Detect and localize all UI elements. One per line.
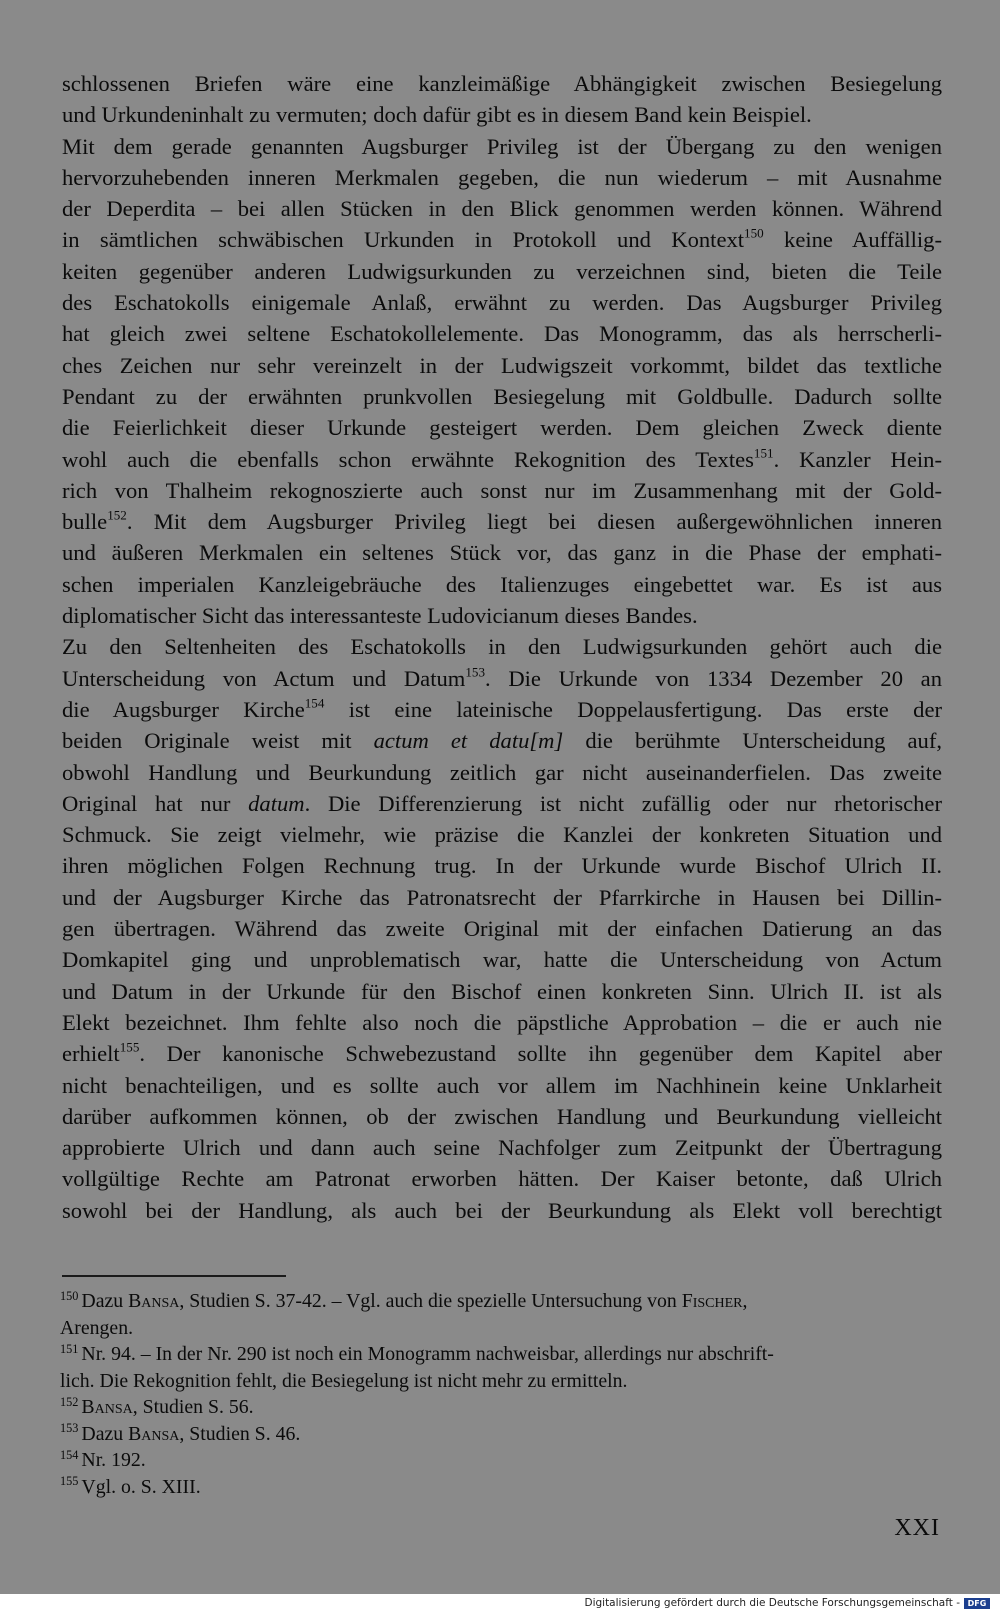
text-line: die Feierlichkeit dieser Urkunde gesteigert werden. Dem gleichen Zweck diente xyxy=(62,415,942,441)
footnote-ref: 151 xyxy=(753,445,774,461)
text-fragment: . Mit dem Augsburger Privileg liegt bei diesen außergewöhnlichen inneren xyxy=(126,509,942,535)
italic-phrase: datum xyxy=(248,790,305,816)
text-line: Pendant zu der erwähnten prunkvollen Besiegelung mit Goldbulle. Dadurch sollte xyxy=(62,383,942,409)
text-fragment: Unterscheidung von Actum und Datum xyxy=(62,665,466,691)
footnote xyxy=(60,1421,940,1448)
dfg-logo: DFG xyxy=(964,1598,990,1609)
text-line: Mit dem gerade genannten Augsburger Privileg ist der Übergang zu den wenigen xyxy=(62,133,942,159)
footnote-number: 152 xyxy=(60,1394,79,1409)
text-fragment: . Die Urkunde von 1334 Dezember 20 an xyxy=(485,665,943,691)
text-line: schlossenen Briefen wäre eine kanzleimäßige Abhängigkeit zwischen Besiegelung xyxy=(62,71,942,96)
text-line: hervorzuhebenden inneren Merkmalen gegeben, die nun wiederum – mit Ausnahme xyxy=(62,164,942,190)
footnote-text: Vgl. o. S. XIII. xyxy=(81,1475,201,1498)
text-line: approbierte Ulrich und dann auch seine Nachfolger zum Zeitpunkt der Übertragung xyxy=(62,1135,942,1161)
footnote-ref: 154 xyxy=(304,695,325,711)
footnote-number: 155 xyxy=(60,1474,79,1489)
text-fragment: wohl auch die ebenfalls schon erwähnte Rekognition des Textes xyxy=(62,446,754,472)
footnote-text: Nr. 192. xyxy=(81,1449,146,1471)
footnote-text: , xyxy=(742,1290,748,1312)
footnote-ref: 150 xyxy=(744,226,764,242)
text-line: obwohl Handlung und Beurkundung zeitlich gar nicht auseinanderfielen. Das zweite xyxy=(62,759,942,785)
text-line xyxy=(62,663,942,694)
text-line xyxy=(62,444,942,475)
text-fragment: die berühmte Unterscheidung auf, xyxy=(563,728,942,754)
text-line: ihren möglichen Folgen Rechnung trug. In der Urkunde wurde Bischof Ulrich II. xyxy=(62,853,942,879)
footnote-text: Dazu xyxy=(81,1422,129,1445)
text-fragment: ist eine lateinische Doppelausfertigung. Das erste der xyxy=(324,696,943,722)
text-fragment: bulle xyxy=(62,509,108,535)
text-fragment: Original hat nur xyxy=(62,790,249,816)
text-line: und der Augsburger Kirche das Patronatsrecht der Pfarrkirche in Hausen bei Dillin- xyxy=(62,884,942,910)
italic-phrase: actum et datu[m] xyxy=(373,728,564,754)
text-line xyxy=(62,694,942,725)
text-line: nicht benachteiligen, und es sollte auch vor allem im Nachhinein keine Unklarheit xyxy=(62,1072,942,1098)
footnote-ref: 152 xyxy=(107,507,127,523)
footnotes xyxy=(60,1288,940,1500)
text-line: und Datum in der Urkunde für den Bischof einen konkreten Sinn. Ulrich II. ist als xyxy=(62,978,942,1004)
text-line: darüber aufkommen können, ob der zwischen Handlung und Beurkundung vielleicht xyxy=(62,1103,942,1129)
footnote-number: 154 xyxy=(60,1447,79,1462)
footnote-text: Nr. 94. – In der Nr. 290 ist noch ein Monogramm nachweisbar, allerdings nur abschrift- xyxy=(81,1343,774,1365)
text-line: ches Zeichen nur sehr vereinzelt in der Ludwigszeit vorkommt, bildet das textliche xyxy=(62,352,942,378)
text-line xyxy=(62,725,942,756)
footnote-text: Arengen. xyxy=(60,1316,134,1339)
text-line: Domkapitel ging und unproblematisch war, hatte die Unterscheidung von Actum xyxy=(62,947,942,973)
text-line: Elekt bezeichnet. Ihm fehlte also noch die päpstliche Approbation – die er auch nie xyxy=(62,1009,942,1035)
footnote-text: Dazu xyxy=(81,1290,129,1312)
author-name: Bansa xyxy=(81,1396,133,1418)
text-line: gen übertragen. Während das zweite Original mit der einfachen Datierung an das xyxy=(62,916,942,942)
author-name: Bansa xyxy=(128,1422,180,1445)
footnote xyxy=(60,1394,940,1421)
text-line: vollgültige Rechte am Patronat erworben hätten. Der Kaiser betonte, daß Ulrich xyxy=(62,1166,942,1192)
text-line xyxy=(62,224,942,255)
text-line: diplomatischer Sicht das interessanteste Ludovicianum dieses Bandes. xyxy=(62,603,698,629)
text-line: Zu den Seltenheiten des Eschatokolls in den Ludwigsurkunden gehört auch die xyxy=(62,634,942,660)
text-line: rich von Thalheim rekognoszierte auch sonst nur im Zusammenhang mit der Gold- xyxy=(62,477,942,503)
footnote-text: , Studien S. 56. xyxy=(132,1396,254,1418)
footnote-text: lich. Die Rekognition fehlt, die Besiegelung ist nicht mehr zu ermitteln. xyxy=(60,1369,628,1392)
footnote-text: , Studien S. 37-42. – Vgl. auch die spezielle Untersuchung von xyxy=(179,1290,682,1312)
text-fragment: erhielt xyxy=(62,1041,120,1067)
text-line: Schmuck. Sie zeigt vielmehr, wie präzise die Kanzlei der konkreten Situation und xyxy=(62,822,942,848)
text-fragment: in sämtlichen schwäbischen Urkunden in Protokoll und Kontext xyxy=(62,227,745,253)
footnote xyxy=(60,1288,940,1341)
footnote-ref: 153 xyxy=(465,664,485,680)
text-line: der Deperdita – bei allen Stücken in den Blick genommen werden können. Während xyxy=(62,196,942,222)
footnote-number: 153 xyxy=(60,1421,79,1436)
text-fragment: . Die Differenzierung ist nicht zufällig oder nur rhetorischer xyxy=(304,790,942,816)
footnote xyxy=(60,1341,940,1394)
text-line xyxy=(62,788,942,819)
footnote-text: , Studien S. 46. xyxy=(179,1422,301,1445)
text-line: und äußeren Merkmalen ein seltenes Stück vor, das ganz in die Phase der emphati- xyxy=(62,540,942,566)
page-number: XXI xyxy=(894,1515,940,1541)
text-line xyxy=(62,1038,942,1069)
text-line: und Urkundeninhalt zu vermuten; doch dafür gibt es in diesem Band kein Beispiel. xyxy=(62,102,812,128)
text-fragment: . Der kanonische Schwebezustand sollte ihn gegenüber dem Kapitel aber xyxy=(139,1041,942,1067)
footnote-divider xyxy=(62,1275,286,1277)
body-text xyxy=(62,68,942,1226)
text-line: hat gleich zwei seltene Eschatokollelemente. Das Monogramm, das als herrscherli- xyxy=(62,321,942,347)
text-line: sowohl bei der Handlung, als auch bei der Beurkundung als Elekt voll berechtigt xyxy=(62,1197,942,1223)
text-line: des Eschatokolls einigemale Anlaß, erwähnt zu werden. Das Augsburger Privileg xyxy=(62,290,942,316)
author-name: Fischer xyxy=(681,1290,743,1312)
text-fragment: . Kanzler Hein- xyxy=(773,446,942,472)
text-fragment: die Augsburger Kirche xyxy=(62,696,305,722)
footnote-number: 150 xyxy=(60,1288,79,1303)
text-fragment: beiden Originale weist mit xyxy=(62,728,374,754)
text-line xyxy=(62,506,942,537)
digitization-credit xyxy=(584,1597,990,1609)
footnote xyxy=(60,1474,940,1501)
credit-text: Digitalisierung gefördert durch die Deutsche Forschungsgemeinschaft - xyxy=(584,1597,960,1609)
author-name: Bansa xyxy=(128,1290,180,1312)
footnote-number: 151 xyxy=(60,1341,79,1356)
text-fragment: keine Auffällig- xyxy=(784,227,942,253)
footnote xyxy=(60,1447,940,1474)
text-line: keiten gegenüber anderen Ludwigsurkunden zu verzeichnen sind, bieten die Teile xyxy=(62,258,942,284)
footnote-ref: 155 xyxy=(119,1039,140,1055)
text-line: schen imperialen Kanzleigebräuche des Italienzuges eingebettet war. Es ist aus xyxy=(62,571,942,597)
